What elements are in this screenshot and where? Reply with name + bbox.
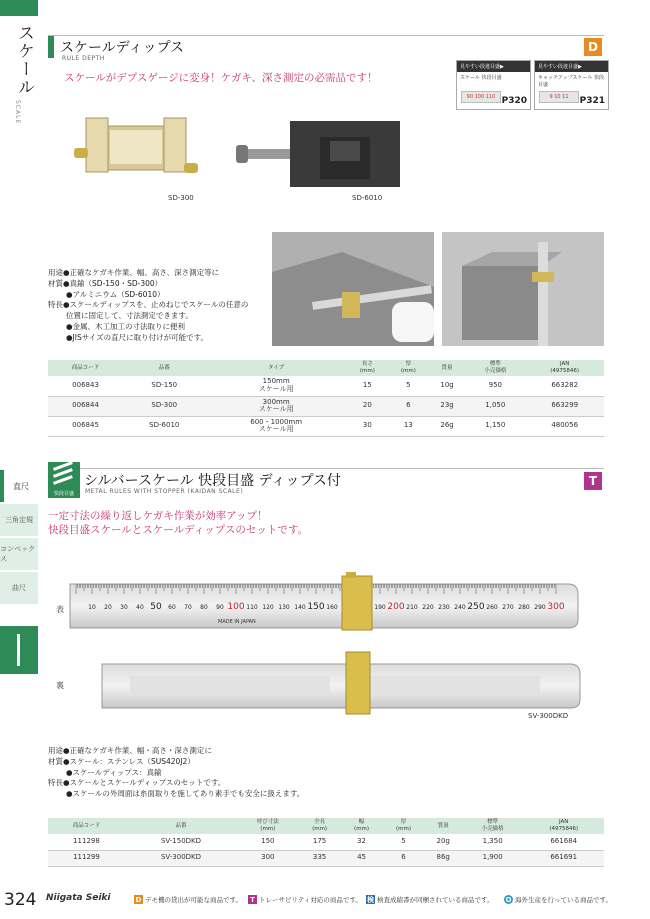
section2-title: シルバースケール 快段目盛 ディップス付	[84, 473, 341, 489]
ruler-number: 270	[502, 604, 514, 611]
table-header-cell: 商品コード	[48, 360, 123, 376]
table-header-cell: 質量	[429, 360, 465, 376]
table-cell: 006844	[48, 396, 123, 416]
desc-line: 用途●正確なケガキ作業、幅・高さ・深さ測定に	[48, 746, 212, 755]
table-cell: 661691	[523, 850, 604, 866]
table-cell: 300mm スケール用	[205, 396, 346, 416]
demo-badge: D	[584, 38, 602, 56]
table-cell: 663299	[525, 396, 604, 416]
footer-legend-trace	[248, 895, 362, 904]
table-cell: 86g	[425, 850, 462, 866]
table-cell: 1,150	[465, 416, 525, 436]
ruler-number: 80	[200, 604, 208, 611]
table-cell: 111299	[48, 850, 125, 866]
caption-sv-300dkd: SV-300DKD	[528, 712, 569, 720]
ruler-number: 20	[104, 604, 112, 611]
table-cell: 111298	[48, 834, 125, 850]
table-row	[48, 834, 604, 850]
desc-line: 用途●正確なケガキ作業、幅、高さ、深さ測定等に	[48, 268, 220, 277]
table-cell: 006845	[48, 416, 123, 436]
footer	[46, 893, 646, 909]
table-header-cell: 品番	[123, 360, 205, 376]
ruler-number: 290	[534, 604, 546, 611]
desc-line: ●金属、木工加工の寸法取りに便利	[66, 321, 186, 331]
ref-sub: キャッチアップスケール 快段目盛	[538, 75, 604, 88]
ruler-number: 130	[278, 604, 290, 611]
table-cell: 32	[341, 834, 383, 850]
front-label: 表	[56, 605, 64, 614]
desc-line: ●スケールの外周面は糸面取りを施してあり素手でも安全に扱えます。	[66, 789, 305, 799]
section1-rule	[48, 35, 604, 36]
section1-subtitle: RULE DEPTH	[62, 55, 105, 62]
table-header-cell: 質量	[425, 818, 462, 834]
desc-line: 材質●スケール：ステンレス（SUS420J2）	[48, 756, 195, 766]
table-cell: 150mm スケール用	[205, 376, 346, 396]
table-cell: 335	[299, 850, 341, 866]
sidebar-top-band	[0, 0, 38, 16]
table-header-cell: 呼び寸法 (mm)	[237, 818, 299, 834]
section2-spec-table	[48, 818, 604, 867]
table-cell: 20	[347, 396, 388, 416]
table-header-cell: JAN (4975846)	[525, 360, 604, 376]
sidebar-tab-sankaku[interactable]: 三角定規	[0, 504, 38, 536]
ruler-number: 50	[150, 602, 162, 612]
table-cell: 175	[299, 834, 341, 850]
trace-legend-icon: T	[248, 895, 257, 904]
ref-header: 見やすい段違目盛▶	[457, 61, 530, 72]
demo-legend-icon: D	[135, 895, 142, 904]
made-in-japan-label: MADE IN JAPAN	[218, 619, 256, 625]
sidebar-index-bar	[0, 626, 38, 674]
inspection-legend-icon: 検	[367, 895, 374, 904]
section2-description	[48, 746, 304, 800]
ruler-number: 60	[168, 604, 176, 611]
ruler-numbers	[88, 602, 565, 612]
ref-box-p320[interactable]	[456, 60, 531, 110]
section1-marker	[48, 36, 54, 58]
desc-line: ●JISサイズの直尺に取り付けが可能です。	[66, 332, 209, 342]
footer-legend-text: デモ機の貸出が可能な商品です。	[145, 896, 242, 904]
ruler-number: 200	[387, 602, 405, 612]
table-header-cell: 厚 (mm)	[388, 360, 429, 376]
table-cell: 663282	[525, 376, 604, 396]
ref-header: 見やすい段違目盛▶	[535, 61, 608, 72]
desc-line: 特長●スケールとスケールディップスのセットです。	[48, 778, 226, 788]
ruler-number: 280	[518, 604, 530, 611]
table-cell: 15	[347, 376, 388, 396]
section1-spec-table	[48, 360, 604, 437]
table-header-cell: 長さ (mm)	[347, 360, 388, 376]
table-header-cell: 商品コード	[48, 818, 125, 834]
section2-tagline-2: 快段目盛スケールとスケールディップスのセットです。	[48, 524, 308, 536]
table-cell: 1,350	[462, 834, 524, 850]
table-cell: SD-6010	[123, 416, 205, 436]
ruler-number: 140	[294, 604, 306, 611]
ruler-number: 300	[547, 602, 565, 612]
ruler-number: 210	[406, 604, 418, 611]
sidebar-tab-kanejaku[interactable]: 曲尺	[0, 572, 38, 604]
ref-page: P320	[501, 96, 527, 106]
table-cell: 13	[388, 416, 429, 436]
section2-subtitle: METAL RULES WITH STOPPER (KAIDAN SCALE)	[85, 488, 244, 495]
table-row	[48, 396, 604, 416]
desc-line: 材質●真鍮（SD-150・SD-300）	[48, 278, 163, 288]
ruler-number: 90	[216, 604, 224, 611]
ref-scale-image: 90 100 110	[461, 91, 501, 103]
table-header-cell: 幅 (mm)	[341, 818, 383, 834]
table-cell: SD-150	[123, 376, 205, 396]
table-cell: 1,050	[465, 396, 525, 416]
sd-6010-image	[234, 115, 414, 195]
footer-legend-text: トレーサビリティ対応の商品です。	[259, 896, 362, 904]
sd-300-image	[64, 108, 214, 188]
section2-tagline-1: 一定寸法の繰り返しケガキ作業が効率アップ！	[48, 510, 268, 522]
caption-sd-300: SD-300	[168, 194, 194, 202]
table-cell: 5	[383, 834, 425, 850]
table-header-cell: 厚 (mm)	[383, 818, 425, 834]
footer-legend-text: 検査成績書が同梱されている商品です。	[377, 896, 494, 904]
footer-legend-demo	[134, 895, 242, 904]
table-cell: SD-300	[123, 396, 205, 416]
table-cell: 20g	[425, 834, 462, 850]
desc-line: 特長●スケールディップスを、止めねじでスケールの任意の	[48, 300, 249, 310]
table-cell: 600・1000mm スケール用	[205, 416, 346, 436]
table-header-cell: JAN (4975846)	[523, 818, 604, 834]
ruler-number: 150	[307, 602, 325, 612]
section2-rule	[48, 468, 604, 469]
footer-legend-overseas	[504, 895, 612, 904]
usage-photo-1	[272, 232, 434, 346]
ruler-number: 30	[120, 604, 128, 611]
table-cell: SV-150DKD	[125, 834, 237, 850]
back-label: 裏	[56, 681, 64, 690]
traceability-badge: T	[584, 472, 602, 490]
section1-tagline: スケールがデプスゲージに変身！ケガキ、深さ測定の必需品です！	[64, 72, 378, 84]
table-header-cell: 標準 小売価格	[465, 360, 525, 376]
desc-line: ●スケールディップス：真鍮	[66, 767, 162, 777]
footer-legend-inspection	[366, 895, 493, 904]
sidebar-title: スケール	[14, 24, 34, 96]
table-header-cell: タイプ	[205, 360, 346, 376]
ruler-number: 110	[246, 604, 258, 611]
ref-sub: スケール 快段目盛	[460, 75, 502, 81]
sidebar-scale-label: SCALE	[14, 100, 21, 125]
ruler-number: 220	[422, 604, 434, 611]
table-cell: 300	[237, 850, 299, 866]
ruler-back-image	[100, 648, 582, 718]
page-number: 324	[4, 890, 37, 910]
table-cell: 5	[388, 376, 429, 396]
kaidan-logo-label: 快段目盛	[53, 491, 74, 497]
footer-legend-text: 海外生産を行っている商品です。	[515, 896, 612, 904]
ref-scale-image: 9 10 11	[539, 91, 579, 103]
table-cell: 950	[465, 376, 525, 396]
table-cell: 26g	[429, 416, 465, 436]
table-header-cell: 全長 (mm)	[299, 818, 341, 834]
table-cell: SV-300DKD	[125, 850, 237, 866]
table-cell: 661684	[523, 834, 604, 850]
table-cell: 006843	[48, 376, 123, 396]
sidebar	[0, 0, 38, 919]
ruler-number: 40	[136, 604, 144, 611]
ruler-number: 230	[438, 604, 450, 611]
ruler-number: 250	[467, 602, 485, 612]
table-cell: 45	[341, 850, 383, 866]
ruler-number: 100	[227, 602, 245, 612]
ref-box-p321[interactable]	[534, 60, 609, 110]
table-cell: 1,900	[462, 850, 524, 866]
table-row	[48, 416, 604, 436]
sidebar-tab-convex[interactable]: コンベックス	[0, 538, 38, 570]
table-row	[48, 376, 604, 396]
table-cell: 150	[237, 834, 299, 850]
ruler-number: 260	[486, 604, 498, 611]
ruler-number: 190	[374, 604, 386, 611]
usage-photo-2	[442, 232, 604, 346]
ruler-number: 160	[326, 604, 338, 611]
overseas-legend-icon: O	[505, 895, 512, 904]
table-cell: 23g	[429, 396, 465, 416]
ref-page: P321	[579, 96, 605, 106]
table-header-cell: 品番	[125, 818, 237, 834]
brand-logo: Niigata Seiki	[46, 893, 111, 903]
sidebar-tab-chokushaku[interactable]: 直尺	[0, 470, 38, 502]
table-cell: 480056	[525, 416, 604, 436]
ruler-number: 10	[88, 604, 96, 611]
desc-line: ●アルミニウム（SD-6010）	[66, 289, 165, 299]
section1-description	[48, 268, 248, 344]
table-cell: 30	[347, 416, 388, 436]
table-cell: 6	[388, 396, 429, 416]
table-row	[48, 850, 604, 866]
table-header-cell: 標準 小売価格	[462, 818, 524, 834]
section1-title: スケールディップス	[60, 40, 185, 56]
ruler-number: 240	[454, 604, 466, 611]
caption-sd-6010: SD-6010	[352, 194, 383, 202]
desc-line: 位置に固定して、寸法測定できます。	[66, 311, 193, 321]
ruler-number: 70	[184, 604, 192, 611]
table-cell: 6	[383, 850, 425, 866]
ruler-number: 120	[262, 604, 274, 611]
table-cell: 10g	[429, 376, 465, 396]
ruler-front-image	[68, 572, 580, 632]
